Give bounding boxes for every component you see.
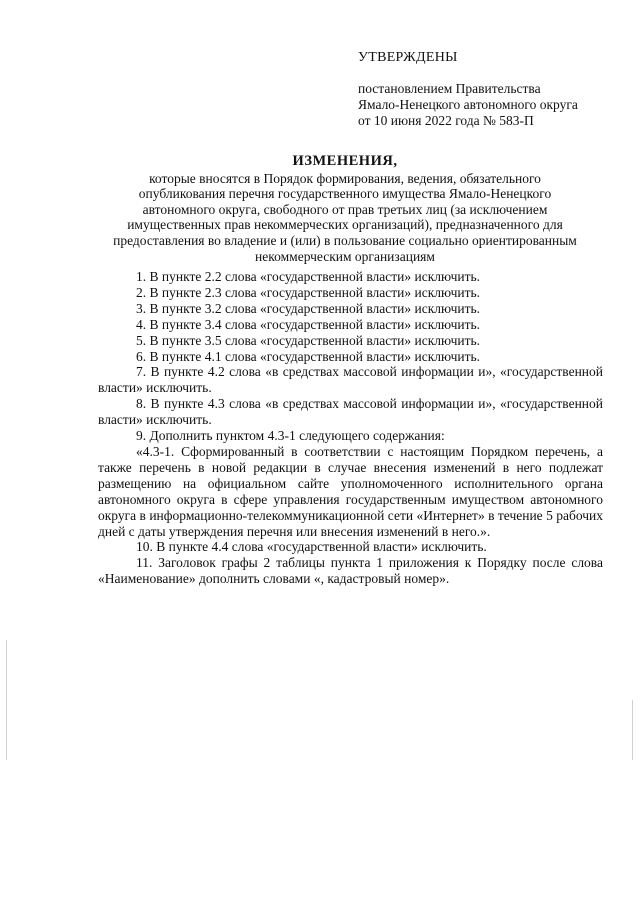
subtitle-line: автономного округа, свободного от прав третьих лиц (за исключением: [142, 201, 548, 217]
subtitle-line: опубликования перечня государственного имущества Ямало-Ненецкого: [138, 186, 552, 202]
list-item: 5. В пункте 3.5 слова «государственной власти» исключить.: [136, 332, 481, 348]
document-heading: ИЗМЕНЕНИЯ,: [292, 153, 398, 169]
approval-block: [358, 50, 618, 129]
subtitle-line: имущественных прав некоммерческих организаций), предназначенного для: [127, 217, 563, 233]
list-item: 8. В пункте 4.3 слова «в средствах массовой информации и», «государственной власти» исключить.: [98, 396, 603, 428]
subtitle-line: предоставления во владение и (или) в пользование социально ориентированным: [113, 232, 577, 248]
list-item: 11. Заголовок графы 2 таблицы пункта 1 приложения к Порядку после слова «Наименование» дополнить словами «, кадастровый номер».: [98, 555, 603, 587]
list-item: 1. В пункте 2.2 слова «государственной власти» исключить.: [136, 269, 481, 284]
list-item: 9. Дополнить пунктом 4.3-1 следующего содержания:: [136, 428, 445, 444]
scan-edge-mark: [6, 640, 7, 760]
approval-line: Ямало-Ненецкого автономного округа: [358, 97, 578, 112]
subtitle-line: некоммерческим организациям: [255, 248, 435, 264]
quoted-paragraph: «4.3-1. Сформированный в соответствии с настоящим Порядком перечень, а также перечень в новой редакции в случае внесения изменений в него подлежат размещению на официальном сайте уполномоченного исполнительного органа автономного округа в сфере управления государственным имуществом автономного округа в информационно-телекоммуникационной сети «Интернет» в течение 5 рабочих дней с даты утверждения перечня или внесения изменений в него.».: [98, 443, 603, 539]
approval-line: постановлением Правительства: [358, 81, 541, 96]
document-body: [98, 269, 603, 587]
list-item: 4. В пункте 3.4 слова «государственной власти» исключить.: [136, 316, 481, 332]
title-block: [95, 154, 595, 264]
approval-heading: УТВЕРЖДЕНЫ: [358, 50, 458, 65]
list-item: 2. В пункте 2.3 слова «государственной власти» исключить.: [136, 284, 481, 300]
list-item: 6. В пункте 4.1 слова «государственной власти» исключить.: [136, 348, 481, 364]
list-item: 7. В пункте 4.2 слова «в средствах массовой информации и», «государственной власти» исключить.: [98, 364, 603, 396]
list-item: 3. В пункте 3.2 слова «государственной власти» исключить.: [136, 300, 481, 316]
approval-line: от 10 июня 2022 года № 583-П: [358, 113, 534, 128]
scan-edge-mark: [632, 700, 633, 760]
list-item: 10. В пункте 4.4 слова «государственной власти» исключить.: [136, 539, 487, 555]
subtitle-line: которые вносятся в Порядок формирования, ведения, обязательного: [149, 170, 541, 186]
